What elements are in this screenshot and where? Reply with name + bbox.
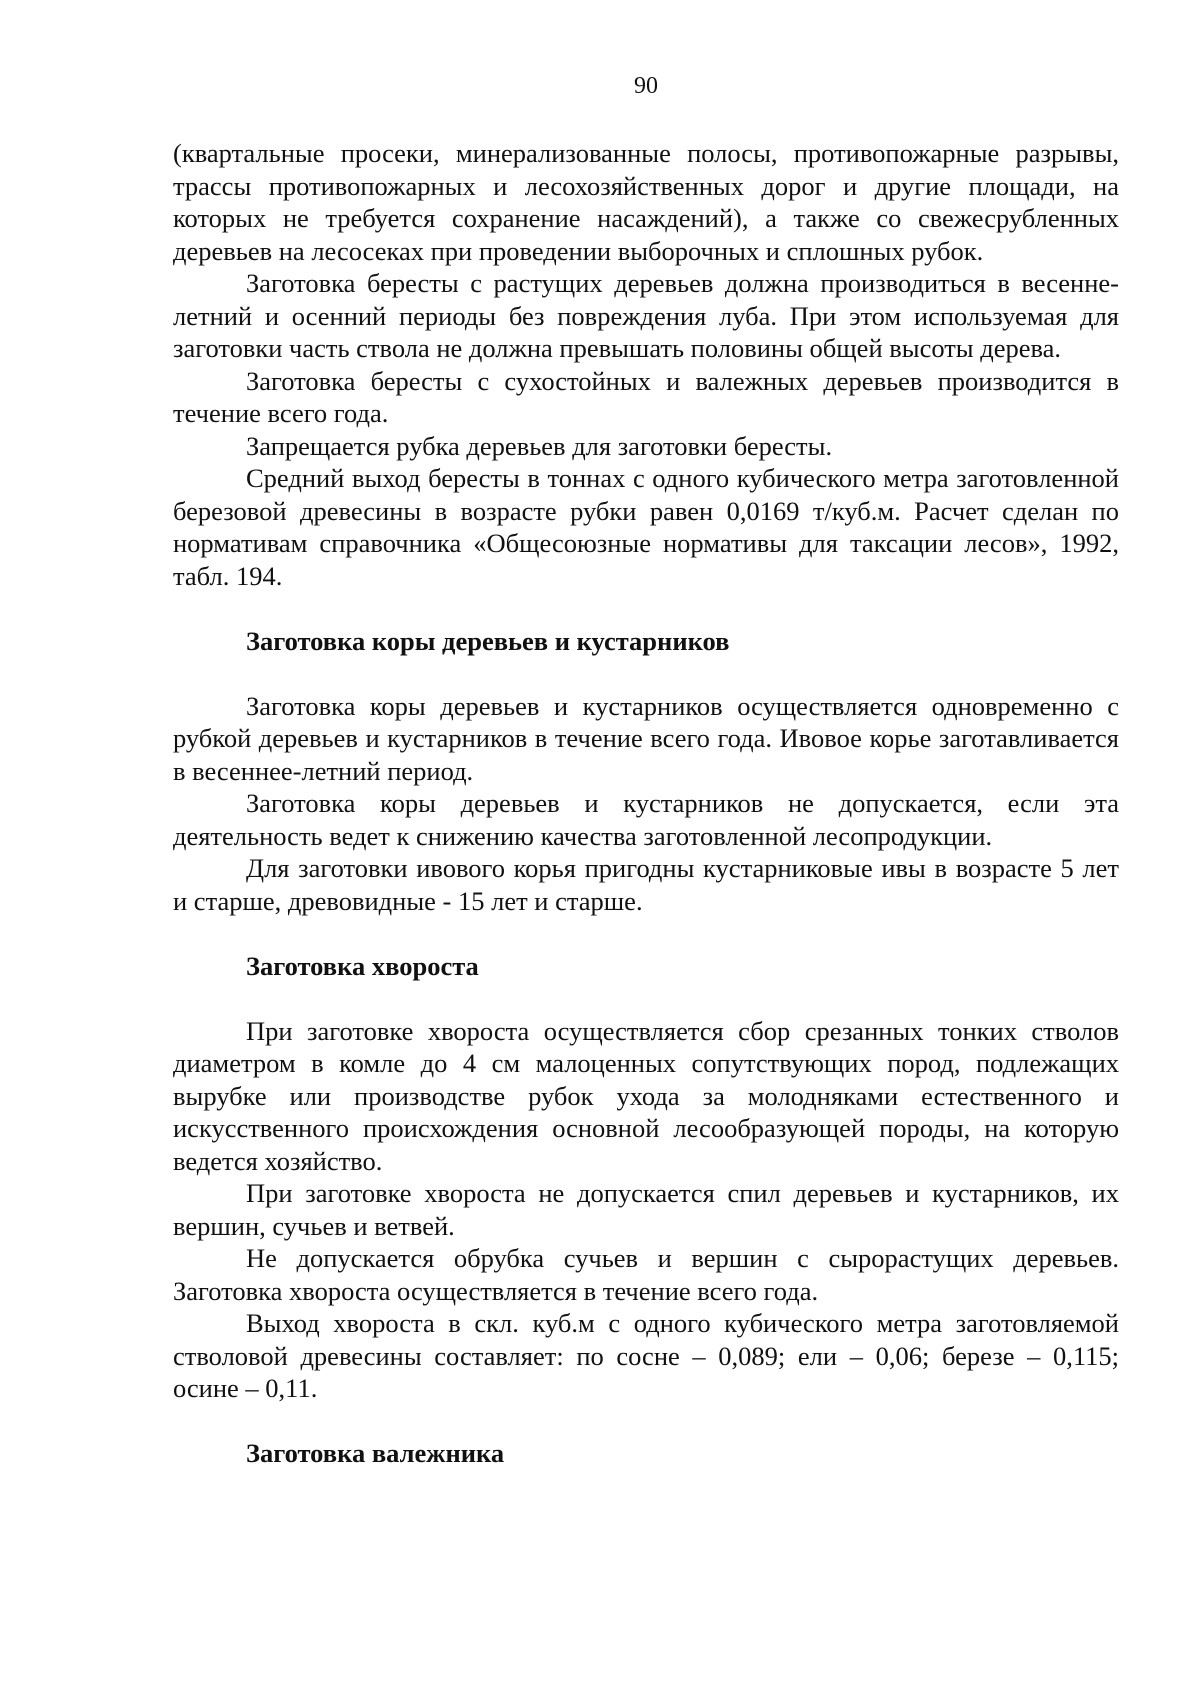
paragraph-brushwood-yield: Выход хвороста в скл. куб.м с одного кубического метра заготовляемой стволовой древесины составляет: по сосне – 0,089; ели – 0,06; березе – 0,115; осине – 0,11. [173, 1308, 1119, 1403]
heading-bark-harvest: Заготовка коры деревьев и кустарников [246, 625, 730, 656]
paragraph-bark-timing: Заготовка коры деревьев и кустарников осуществляется одновременно с рубкой деревьев и кустарников в течение всего года. Ивовое корье заготавливается в весеннее-летний период. [173, 690, 1119, 786]
spacer [173, 657, 1119, 690]
paragraph-brushwood-restriction: При заготовке хвороста не допускается спил деревьев и кустарников, их вершин, сучьев и ветвей. [173, 1178, 1119, 1241]
paragraph-willow-age: Для заготовки ивового корья пригодны кустарниковые ивы в возрасте 5 лет и старше, древовидные - 15 лет и старше. [173, 853, 1119, 916]
heading-deadwood-harvest: Заготовка валежника [246, 1438, 505, 1468]
paragraph-bark-yield: Средний выход бересты в тоннах с одного кубического метра заготовленной березовой древесины в возрасте рубки равен 0,0169 т/куб.м. Расчет сделан по нормативам справочника «Общесоюзные нормативы для таксации лесов», 1992, табл. 194. [173, 463, 1119, 591]
document-page [173, 0, 1119, 1697]
paragraph-brushwood-timing: Не допускается обрубка сучьев и вершин с сырорастущих деревьев. Заготовка хвороста осуществляется в течение всего года. [173, 1243, 1119, 1306]
paragraph-brushwood-collection: При заготовке хвороста осуществляется сбор срезанных тонких стволов диаметром в комле до 4 см малоценных сопутствующих пород, подлежащих вырубке или производстве рубок ухода за молодняками естественного и искусственного происхождения основной лесообразующей породы, на которую ведется хозяйство. [173, 1015, 1119, 1176]
spacer [173, 917, 1119, 950]
heading-brushwood-harvest: Заготовка хвороста [246, 950, 479, 981]
paragraph-felling-prohibited: Запрещается рубка деревьев для заготовки бересты. [246, 430, 833, 461]
paragraph-bark-restriction: Заготовка коры деревьев и кустарников не допускается, если эта деятельность ведет к снижению качества заготовленной лесопродукции. [173, 788, 1119, 851]
spacer [173, 592, 1119, 625]
paragraph-birch-bark-harvest: Заготовка бересты с растущих деревьев должна производиться в весенне-летний и осенний периоды без повреждения луба. При этом используемая для заготовки часть ствола не должна превышать половины общей высоты дерева. [173, 268, 1119, 363]
paragraph-deadwood-bark: Заготовка бересты с сухостойных и валежных деревьев производится в течение всего года. [173, 365, 1119, 428]
spacer [173, 982, 1119, 1015]
spacer [173, 1405, 1119, 1438]
page-number: 90 [634, 73, 658, 99]
paragraph-continuation: (квартальные просеки, минерализованные полосы, противопожарные разрывы, трассы противопожарных и лесохозяйственных дорог и другие площади, на которых не требуется сохранение насаждений), а также со свежесрубленных деревьев на лесосеках при проведении выборочных и сплошных рубок. [173, 138, 1119, 266]
document-body [173, 137, 1119, 1470]
